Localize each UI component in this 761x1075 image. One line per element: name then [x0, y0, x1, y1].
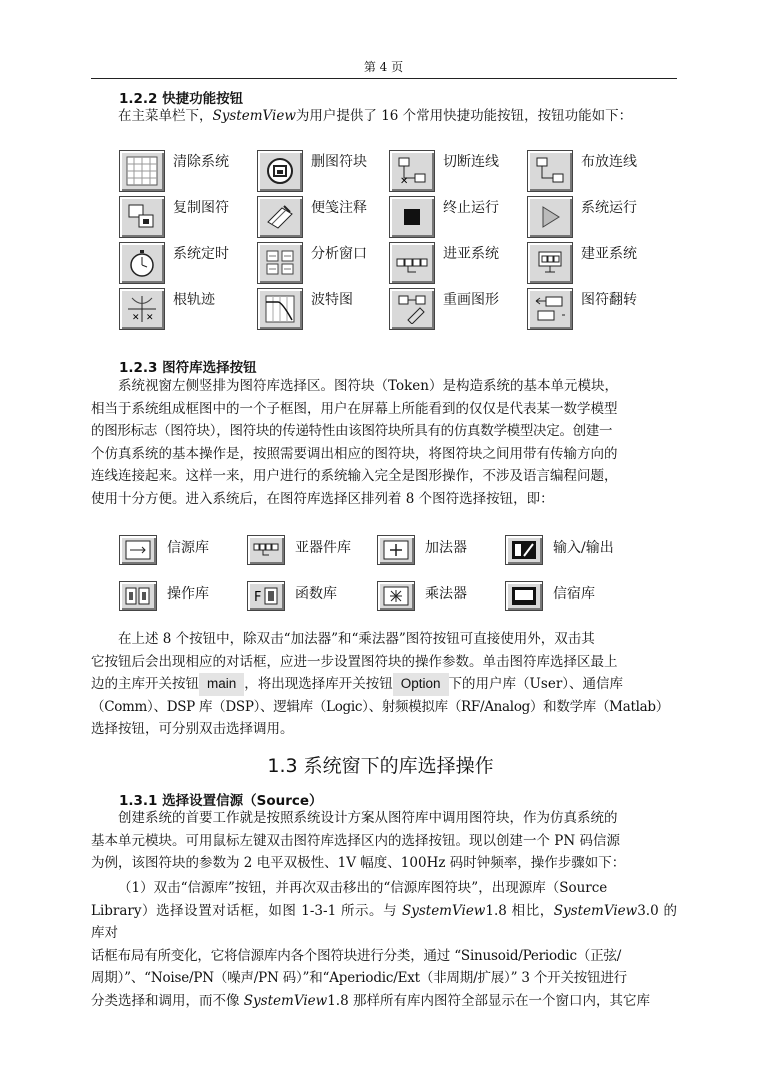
- para-line: Library）选择设置对话框，如图 1-3-1 所示。与 SystemView1.8 相比，SystemView3.0 的库对: [91, 902, 678, 941]
- para-line: 在上述 8 个按钮中，除双击“加法器”和“乘法器”图符按钮可直接使用外，双击其: [118, 631, 595, 647]
- para-line: 创建系统的首要工作就是按照系统设计方案从图符库中调用图符块，作为仿真系统的: [118, 810, 618, 826]
- grid-icon[interactable]: [119, 150, 165, 192]
- quick-button-label: 系统运行: [581, 200, 637, 216]
- option-button[interactable]: Option: [393, 673, 449, 696]
- library-button-8[interactable]: [505, 579, 635, 621]
- library-button-label: 乘法器: [425, 586, 467, 602]
- disconnect-icon[interactable]: [389, 150, 435, 192]
- para-line: 的图形标志（图符块），图符块的传递特性由该图符块所具有的仿真数学模型决定。创建一: [91, 423, 613, 439]
- quick-button-4[interactable]: [527, 148, 667, 194]
- section-heading-1-2-2: 1.2.2 快捷功能按钮: [119, 91, 244, 107]
- source-steps-paragraph: [91, 877, 677, 1012]
- quick-button-3[interactable]: [389, 148, 529, 194]
- io-icon[interactable]: [505, 535, 543, 565]
- note-icon[interactable]: [257, 196, 303, 238]
- library-button-5[interactable]: [119, 579, 249, 621]
- quick-button-label: 复制图符: [173, 200, 229, 216]
- library-button-label: 函数库: [295, 586, 337, 602]
- para-line: 基本单元模块。可用鼠标左键双击图符库选择区内的选择按钮。现以创建一个 PN 码信源: [91, 832, 620, 849]
- quick-button-label: 清除系统: [173, 154, 229, 170]
- quick-button-7[interactable]: [389, 194, 529, 240]
- quick-button-label: 分析窗口: [311, 246, 367, 262]
- quick-button-12[interactable]: [527, 240, 667, 286]
- analysis-icon[interactable]: [257, 242, 303, 284]
- quick-button-8[interactable]: [527, 194, 667, 240]
- function-library-icon[interactable]: [247, 581, 285, 611]
- para-line: 分类选择和调用，而不像 SystemView1.8 那样所有库内图符全部显示在一个窗口内，其它库: [91, 992, 650, 1009]
- para-line: 使用十分方便。进入系统后，在图符库选择区排列着 8 个图符选择按钮，即：: [91, 490, 554, 507]
- bode-icon[interactable]: [257, 288, 303, 330]
- quick-button-label: 图符翻转: [581, 292, 637, 308]
- section-heading-1-2-3: 1.2.3 图符库选择按钮: [119, 360, 257, 376]
- quick-button-5[interactable]: [119, 194, 259, 240]
- library-button-label: 操作库: [167, 586, 209, 602]
- library-button-label: 信源库: [167, 540, 209, 556]
- multiplier-icon[interactable]: [377, 581, 415, 611]
- para-line: 相当于系统组成框图中的一个子框图，用户在屏幕上所能看到的仅仅是代表某一数学模型: [91, 400, 618, 417]
- para-line: 周期）”、“Noise/PN（噪声/PN 码）”和“Aperiodic/Ext（非周期/扩展）” 3 个开关按钮进行: [91, 970, 627, 986]
- library-button-6[interactable]: [247, 579, 377, 621]
- quick-button-label: 重画图形: [443, 292, 499, 308]
- quick-button-label: 根轨迹: [173, 292, 215, 308]
- quick-button-16[interactable]: [527, 286, 667, 332]
- para-line: 系统视窗左侧竖排为图符库选择区。图符块（Token）是构造系统的基本单元模块，: [118, 378, 618, 394]
- para-line: 它按钮后会出现相应的对话框，应进一步设置图符块的操作参数。单击图符库选择区最上: [91, 653, 618, 670]
- stop-icon[interactable]: [389, 196, 435, 238]
- library-buttons-paragraph: [91, 628, 677, 741]
- quick-button-label: 布放连线: [581, 154, 637, 170]
- library-button-7[interactable]: [377, 579, 507, 621]
- flip-token-icon[interactable]: [527, 288, 573, 330]
- library-button-label: 输入/输出: [553, 540, 614, 556]
- para-line: 为例，该图符块的参数为 2 电平双极性、1V 幅度、100Hz 码时钟频率，操作步骤如下：: [91, 855, 626, 871]
- para-line: 下的用户库（User）、通信库: [448, 676, 624, 692]
- quick-button-6[interactable]: [257, 194, 397, 240]
- source-paragraph: [91, 807, 677, 875]
- svg-text:F: F: [254, 590, 262, 605]
- quick-button-10[interactable]: [257, 240, 397, 286]
- quick-button-label: 便笺注释: [311, 200, 367, 216]
- operator-library-icon[interactable]: [119, 581, 157, 611]
- main-button[interactable]: main: [199, 673, 244, 696]
- quick-button-14[interactable]: [257, 286, 397, 332]
- enter-metasystem-icon[interactable]: [389, 242, 435, 284]
- metasystem-library-icon[interactable]: [247, 535, 285, 565]
- quick-button-label: 波特图: [311, 292, 353, 308]
- quick-button-9[interactable]: [119, 240, 259, 286]
- redraw-icon[interactable]: [389, 288, 435, 330]
- stopwatch-icon[interactable]: [119, 242, 165, 284]
- quick-button-1[interactable]: [119, 148, 259, 194]
- quick-buttons-grid: [119, 148, 679, 332]
- library-button-label: 加法器: [425, 540, 467, 556]
- para-line: 连线连接起来。这样一来，用户进行的系统输入完全是图形操作，不涉及语言编程问题，: [91, 468, 618, 484]
- para-line: （Comm）、DSP 库（DSP）、逻辑库（Logic）、射频模拟库（RF/Analog）和数学库（Matlab）: [91, 698, 669, 715]
- para-line: 话框布局有所变化，它将信源库内各个图符块进行分类，通过 “Sinusoid/Periodic（正弦/: [91, 947, 622, 964]
- quick-button-11[interactable]: [389, 240, 529, 286]
- page-header: 第 4 页: [363, 60, 404, 74]
- para-line: 边的主库开关按钮: [91, 676, 199, 692]
- run-icon[interactable]: [527, 196, 573, 238]
- svg-text:✕: ✕: [146, 313, 154, 323]
- quick-button-label: 切断连线: [443, 154, 499, 170]
- quick-button-label: 删图符块: [311, 154, 367, 170]
- library-button-3[interactable]: [377, 533, 507, 575]
- library-buttons-grid: [119, 533, 679, 619]
- connect-icon[interactable]: [527, 150, 573, 192]
- sink-library-icon[interactable]: [505, 581, 543, 611]
- svg-text:✕: ✕: [132, 313, 140, 323]
- source-library-icon[interactable]: [119, 535, 157, 565]
- copy-token-icon[interactable]: [119, 196, 165, 238]
- library-button-2[interactable]: [247, 533, 377, 575]
- para-line: 个仿真系统的基本操作是，按照需要调出相应的图符块，将图符块之间用带有传输方向的: [91, 445, 618, 462]
- svg-text:✕: ✕: [400, 176, 409, 186]
- intro-paragraph: 在主菜单栏下，SystemView为用户提供了 16 个常用快捷功能按钮，按钮功能如下：: [118, 108, 633, 124]
- token-library-paragraph: [91, 375, 677, 510]
- quick-button-label: 系统定时: [173, 246, 229, 262]
- quick-button-15[interactable]: [389, 286, 529, 332]
- header-rule: [91, 78, 677, 79]
- quick-button-2[interactable]: [257, 148, 397, 194]
- para-line: ，将出现选择库开关按钮: [244, 676, 393, 692]
- build-metasystem-icon[interactable]: [527, 242, 573, 284]
- adder-icon[interactable]: [377, 535, 415, 565]
- para-line: （1）双击“信源库”按钮，并再次双击移出的“信源库图符块”，出现源库（Source: [118, 880, 608, 896]
- delete-token-icon[interactable]: [257, 150, 303, 192]
- library-button-label: 亚器件库: [295, 540, 351, 556]
- library-button-1[interactable]: [119, 533, 249, 575]
- section-heading-1-3-1: 1.3.1 选择设置信源（Source）: [119, 793, 323, 809]
- library-button-4[interactable]: [505, 533, 635, 575]
- para-line: 选择按钮，可分别双击选择调用。: [91, 721, 294, 737]
- quick-button-13[interactable]: [119, 286, 259, 332]
- quick-button-label: 建亚系统: [581, 246, 637, 262]
- library-button-label: 信宿库: [553, 586, 595, 602]
- quick-button-label: 终止运行: [443, 200, 499, 216]
- section-heading-1-3: 1.3 系统窗下的库选择操作: [267, 755, 494, 777]
- quick-button-label: 进亚系统: [443, 246, 499, 262]
- root-locus-icon[interactable]: [119, 288, 165, 330]
